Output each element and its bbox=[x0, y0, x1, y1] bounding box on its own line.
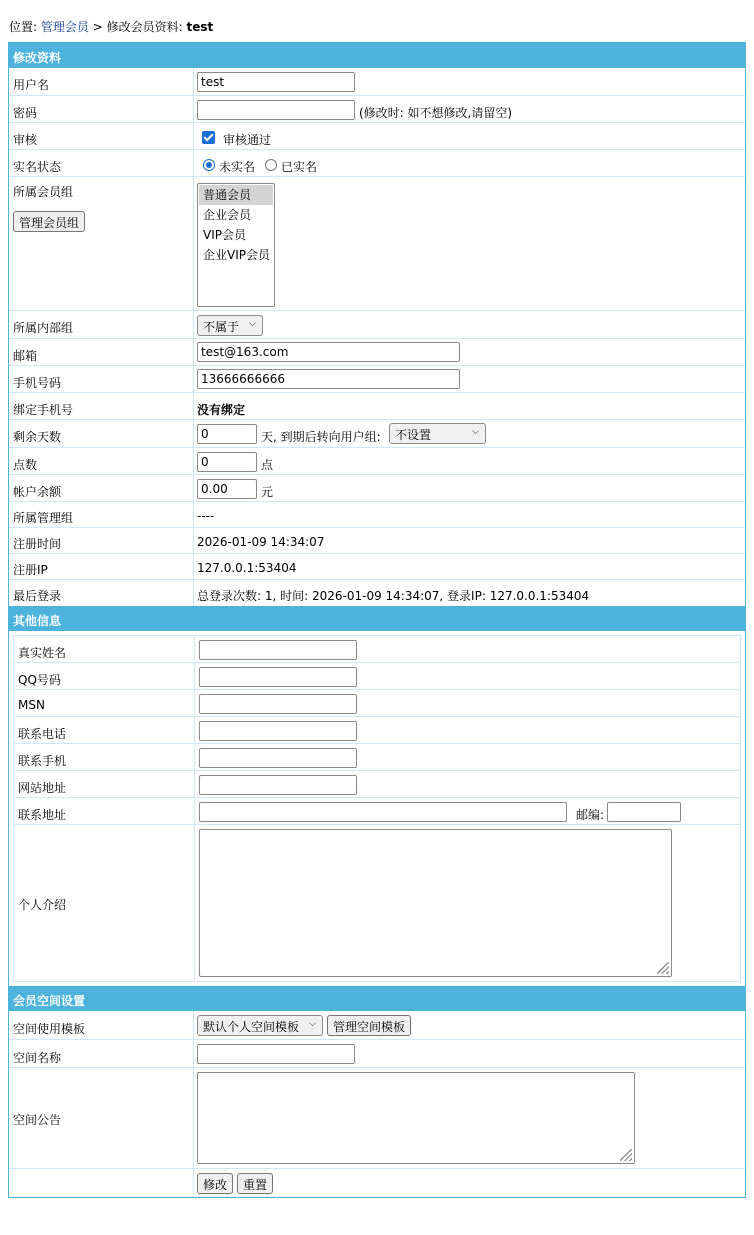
username-label: 用户名 bbox=[13, 78, 50, 92]
row-space-template bbox=[9, 1011, 745, 1040]
reset-button[interactable]: 重置 bbox=[237, 1173, 273, 1194]
breadcrumb bbox=[9, 18, 213, 35]
row-member-group bbox=[9, 177, 745, 311]
admin-group-label: 所属管理组 bbox=[13, 511, 74, 525]
password-input[interactable] bbox=[197, 100, 355, 120]
row-realname-status bbox=[9, 150, 745, 177]
address-label: 联系地址 bbox=[18, 808, 67, 822]
intro-textarea[interactable] bbox=[199, 829, 672, 977]
row-admin-group bbox=[9, 502, 745, 528]
member-group-option[interactable]: 企业会员 bbox=[203, 208, 252, 222]
chevron-down-icon: ⌵ bbox=[472, 427, 479, 437]
row-password bbox=[9, 96, 745, 123]
member-group-option[interactable]: 普通会员 bbox=[199, 185, 273, 205]
row-intro bbox=[14, 825, 740, 981]
admin-group-value: ---- bbox=[197, 509, 215, 523]
reg-ip-label: 注册IP bbox=[13, 563, 48, 577]
mobile-input[interactable] bbox=[197, 369, 460, 389]
audit-label: 审核 bbox=[13, 133, 38, 147]
points-unit: 点 bbox=[261, 458, 274, 472]
last-login-label: 最后登录 bbox=[13, 589, 62, 603]
space-template-label: 空间使用模板 bbox=[13, 1022, 86, 1036]
other-info-table bbox=[13, 635, 741, 982]
space-name-label: 空间名称 bbox=[13, 1051, 62, 1065]
qq-label: QQ号码 bbox=[18, 673, 61, 687]
row-reg-time bbox=[9, 528, 745, 554]
points-input[interactable] bbox=[197, 452, 257, 472]
chevron-down-icon: ⌵ bbox=[249, 319, 256, 329]
reg-time-label: 注册时间 bbox=[13, 537, 62, 551]
days-left-suffix: 天, 到期后转向用户组: bbox=[261, 430, 381, 444]
manage-member-group-button[interactable]: 管理会员组 bbox=[13, 211, 85, 232]
email-input[interactable] bbox=[197, 342, 460, 362]
password-label: 密码 bbox=[13, 106, 38, 120]
space-name-input[interactable] bbox=[197, 1044, 355, 1064]
member-group-option[interactable]: 企业VIP会员 bbox=[203, 248, 270, 262]
expire-group-select[interactable] bbox=[389, 423, 486, 444]
manage-space-template-button[interactable]: 管理空间模板 bbox=[327, 1015, 411, 1036]
truename-input[interactable] bbox=[199, 640, 357, 660]
radio-not-verified-label: 未实名 bbox=[219, 160, 256, 174]
row-cellphone bbox=[14, 744, 740, 771]
resize-grip-icon[interactable] bbox=[620, 1149, 632, 1161]
username-input[interactable] bbox=[197, 72, 355, 92]
qq-input[interactable] bbox=[199, 667, 357, 687]
audit-checkbox[interactable] bbox=[202, 131, 215, 144]
row-actions bbox=[9, 1169, 745, 1197]
radio-not-verified[interactable] bbox=[203, 159, 215, 171]
password-hint: (修改时: 如不想修改,请留空) bbox=[359, 106, 513, 120]
member-group-label: 所属会员组 bbox=[13, 185, 74, 199]
cellphone-input[interactable] bbox=[199, 748, 357, 768]
breadcrumb-current-label: 修改会员资料: bbox=[106, 20, 183, 34]
row-last-login bbox=[9, 580, 745, 606]
address-input[interactable] bbox=[199, 802, 567, 822]
breadcrumb-separator: > bbox=[92, 20, 103, 34]
breadcrumb-link-manage-members[interactable]: 管理会员 bbox=[40, 20, 89, 34]
inner-dept-label: 所属内部组 bbox=[13, 321, 74, 335]
row-msn bbox=[14, 690, 740, 717]
msn-input[interactable] bbox=[199, 694, 357, 714]
section-header-space: 会员空间设置 bbox=[9, 986, 745, 1011]
days-left-input[interactable] bbox=[197, 424, 257, 444]
reg-ip-value: 127.0.0.1:53404 bbox=[197, 561, 297, 575]
section-header-other: 其他信息 bbox=[9, 606, 745, 631]
space-notice-textarea[interactable] bbox=[197, 1072, 635, 1164]
bind-mobile-label: 绑定手机号 bbox=[13, 403, 74, 417]
row-points bbox=[9, 448, 745, 475]
inner-dept-select-value: 不属于 bbox=[203, 320, 240, 334]
member-group-option[interactable]: VIP会员 bbox=[203, 228, 246, 242]
row-website bbox=[14, 771, 740, 798]
realname-status-label: 实名状态 bbox=[13, 160, 62, 174]
mobile-label: 手机号码 bbox=[13, 376, 62, 390]
website-label: 网站地址 bbox=[18, 781, 67, 795]
truename-label: 真实姓名 bbox=[18, 646, 67, 660]
submit-button[interactable]: 修改 bbox=[197, 1173, 233, 1194]
phone-input[interactable] bbox=[199, 721, 357, 741]
space-template-select-value: 默认个人空间模板 bbox=[203, 1020, 300, 1034]
website-input[interactable] bbox=[199, 775, 357, 795]
row-inner-dept bbox=[9, 311, 745, 339]
inner-dept-select[interactable] bbox=[197, 315, 263, 336]
chevron-down-icon: ⌵ bbox=[309, 1019, 316, 1029]
space-notice-label: 空间公告 bbox=[13, 1113, 62, 1127]
audit-checkbox-label: 审核通过 bbox=[223, 133, 272, 147]
row-days-left bbox=[9, 420, 745, 448]
zip-input[interactable] bbox=[607, 802, 681, 822]
expire-group-select-value: 不设置 bbox=[395, 428, 432, 442]
zip-label: 邮编: bbox=[576, 808, 605, 822]
resize-grip-icon[interactable] bbox=[657, 962, 669, 974]
breadcrumb-current-name: test bbox=[186, 20, 214, 34]
reg-time-value: 2026-01-09 14:34:07 bbox=[197, 535, 325, 549]
balance-unit: 元 bbox=[261, 485, 274, 499]
row-username bbox=[9, 68, 745, 96]
row-mobile bbox=[9, 366, 745, 393]
last-login-value: 总登录次数: 1, 时间: 2026-01-09 14:34:07, 登录IP: 127.0.0.1:53404 bbox=[197, 589, 590, 603]
balance-input[interactable] bbox=[197, 479, 257, 499]
points-label: 点数 bbox=[13, 458, 38, 472]
bind-mobile-value: 没有绑定 bbox=[197, 403, 246, 417]
edit-member-form bbox=[8, 42, 746, 1198]
row-email bbox=[9, 339, 745, 366]
row-phone bbox=[14, 717, 740, 744]
row-qq bbox=[14, 663, 740, 690]
radio-verified-label: 已实名 bbox=[281, 160, 318, 174]
balance-label: 帐户余额 bbox=[13, 485, 62, 499]
row-address bbox=[14, 798, 740, 825]
space-template-select[interactable] bbox=[197, 1015, 323, 1036]
row-space-name bbox=[9, 1040, 745, 1068]
phone-label: 联系电话 bbox=[18, 727, 67, 741]
days-left-label: 剩余天数 bbox=[13, 430, 62, 444]
row-reg-ip bbox=[9, 554, 745, 580]
radio-verified[interactable] bbox=[265, 159, 277, 171]
cellphone-label: 联系手机 bbox=[18, 754, 67, 768]
row-bind-mobile bbox=[9, 393, 745, 420]
member-group-listbox[interactable] bbox=[197, 183, 275, 307]
breadcrumb-prefix: 位置: bbox=[9, 20, 38, 34]
row-truename bbox=[14, 636, 740, 663]
email-label: 邮箱 bbox=[13, 349, 38, 363]
row-audit bbox=[9, 123, 745, 150]
section-header-edit: 修改资料 bbox=[9, 43, 745, 68]
intro-label: 个人介绍 bbox=[18, 898, 67, 912]
row-space-notice bbox=[9, 1068, 745, 1169]
row-balance bbox=[9, 475, 745, 502]
msn-label: MSN bbox=[18, 698, 45, 712]
